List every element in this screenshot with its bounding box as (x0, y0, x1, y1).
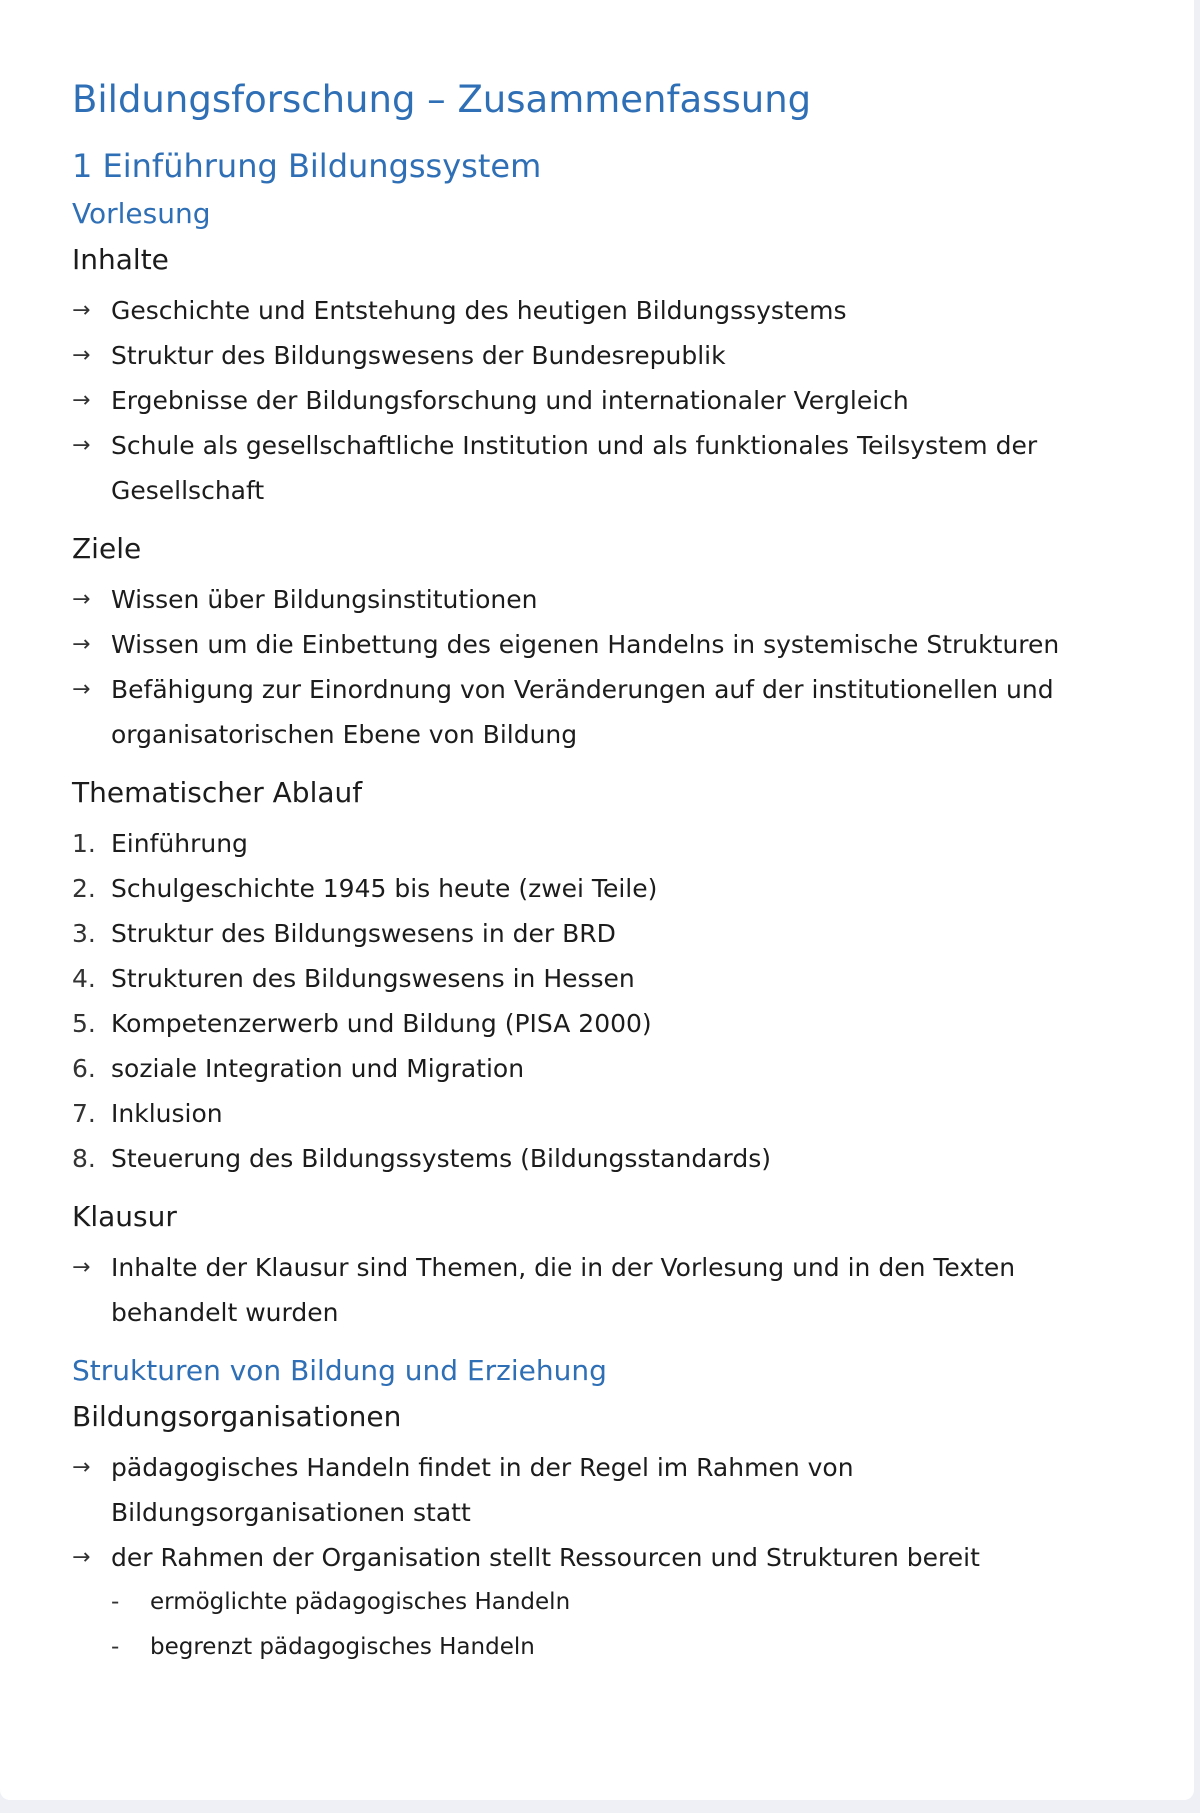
list-number: 2. (72, 874, 96, 903)
list-item-text: Geschichte und Entstehung des heutigen Bildungssystems (111, 296, 847, 325)
list-item-text: Schule als gesellschaftliche Institution und als funktionales Teilsystem der Gesellschaft (111, 431, 1038, 505)
list-item (72, 1046, 1134, 1091)
arrow-icon: → (72, 677, 91, 702)
list-number: 7. (72, 1099, 96, 1128)
list-item-text: Befähigung zur Einordnung von Veränderungen auf der institutionellen und organisatorischen Ebene von Bildung (111, 675, 1054, 749)
list-item-text: Strukturen des Bildungswesens in Hessen (111, 964, 635, 993)
sublist-item (72, 1625, 1134, 1670)
sublist-item-text: ermöglichte pädagogisches Handeln (150, 1589, 571, 1615)
list-item-text: Ergebnisse der Bildungsforschung und internationaler Vergleich (111, 386, 909, 415)
list-item-text: Wissen um die Einbettung des eigenen Handelns in systemische Strukturen (111, 630, 1060, 659)
list-number: 8. (72, 1144, 96, 1173)
list-item-text: Kompetenzerwerb und Bildung (PISA 2000) (111, 1009, 652, 1038)
list-item (72, 1001, 1134, 1046)
arrow-icon: → (72, 1545, 91, 1570)
subheading-thematischer-ablauf: Thematischer Ablauf (72, 776, 363, 809)
list-item (72, 1091, 1134, 1136)
dash-icon: - (111, 1634, 120, 1660)
list-number: 3. (72, 919, 96, 948)
list-item (72, 667, 1134, 757)
subheading-inhalte: Inhalte (72, 243, 169, 276)
list-item (72, 333, 1134, 378)
section-heading-strukturen: Strukturen von Bildung und Erziehung (72, 1354, 607, 1387)
subheading-ziele: Ziele (72, 532, 142, 565)
list-number: 4. (72, 964, 96, 993)
list-item-text: Inhalte der Klausur sind Themen, die in der Vorlesung und in den Texten behandelt wurden (111, 1253, 1016, 1327)
list-number: 6. (72, 1054, 96, 1083)
list-item (72, 1136, 1134, 1181)
dash-icon: - (111, 1589, 120, 1615)
ablauf-list (72, 821, 1134, 1181)
list-item (72, 622, 1134, 667)
list-item-text: Struktur des Bildungswesens der Bundesrepublik (111, 341, 726, 370)
list-number: 1. (72, 829, 96, 858)
list-item-text: Wissen über Bildungsinstitutionen (111, 585, 538, 614)
section-heading-vorlesung: Vorlesung (72, 197, 211, 230)
list-number: 5. (72, 1009, 96, 1038)
arrow-icon: → (72, 388, 91, 413)
ziele-list (72, 577, 1134, 757)
list-item-text: Schulgeschichte 1945 bis heute (zwei Teile) (111, 874, 658, 903)
list-item-text: Struktur des Bildungswesens in der BRD (111, 919, 616, 948)
arrow-icon: → (72, 587, 91, 612)
list-item (72, 288, 1134, 333)
list-item (72, 866, 1134, 911)
list-item (72, 821, 1134, 866)
arrow-icon: → (72, 1455, 91, 1480)
list-item (72, 911, 1134, 956)
list-item (72, 577, 1134, 622)
arrow-icon: → (72, 632, 91, 657)
sublist-item-text: begrenzt pädagogisches Handeln (150, 1634, 535, 1660)
list-item-text: der Rahmen der Organisation stellt Ressourcen und Strukturen bereit (111, 1543, 980, 1572)
list-item (72, 1245, 1134, 1335)
list-item-text: pädagogisches Handeln findet in der Regel im Rahmen von Bildungsorganisationen statt (111, 1453, 854, 1527)
list-item (72, 1445, 1134, 1535)
list-item-text: Inklusion (111, 1099, 223, 1128)
list-item (72, 1535, 1134, 1580)
organisationen-sublist (72, 1580, 1134, 1670)
list-item-text: soziale Integration und Migration (111, 1054, 525, 1083)
organisationen-list (72, 1445, 1134, 1580)
list-item (72, 423, 1134, 513)
inhalte-list (72, 288, 1134, 513)
sublist-item (72, 1580, 1134, 1625)
arrow-icon: → (72, 298, 91, 323)
klausur-list (72, 1245, 1134, 1335)
list-item-text: Steuerung des Bildungssystems (Bildungsstandards) (111, 1144, 772, 1173)
document-title: Bildungsforschung – Zusammenfassung (72, 78, 812, 121)
list-item (72, 378, 1134, 423)
arrow-icon: → (72, 1255, 91, 1280)
arrow-icon: → (72, 433, 91, 458)
list-item (72, 956, 1134, 1001)
subheading-bildungsorganisationen: Bildungsorganisationen (72, 1400, 402, 1433)
chapter-heading: 1 Einführung Bildungssystem (72, 147, 542, 185)
arrow-icon: → (72, 343, 91, 368)
subheading-klausur: Klausur (72, 1200, 177, 1233)
list-item-text: Einführung (111, 829, 248, 858)
